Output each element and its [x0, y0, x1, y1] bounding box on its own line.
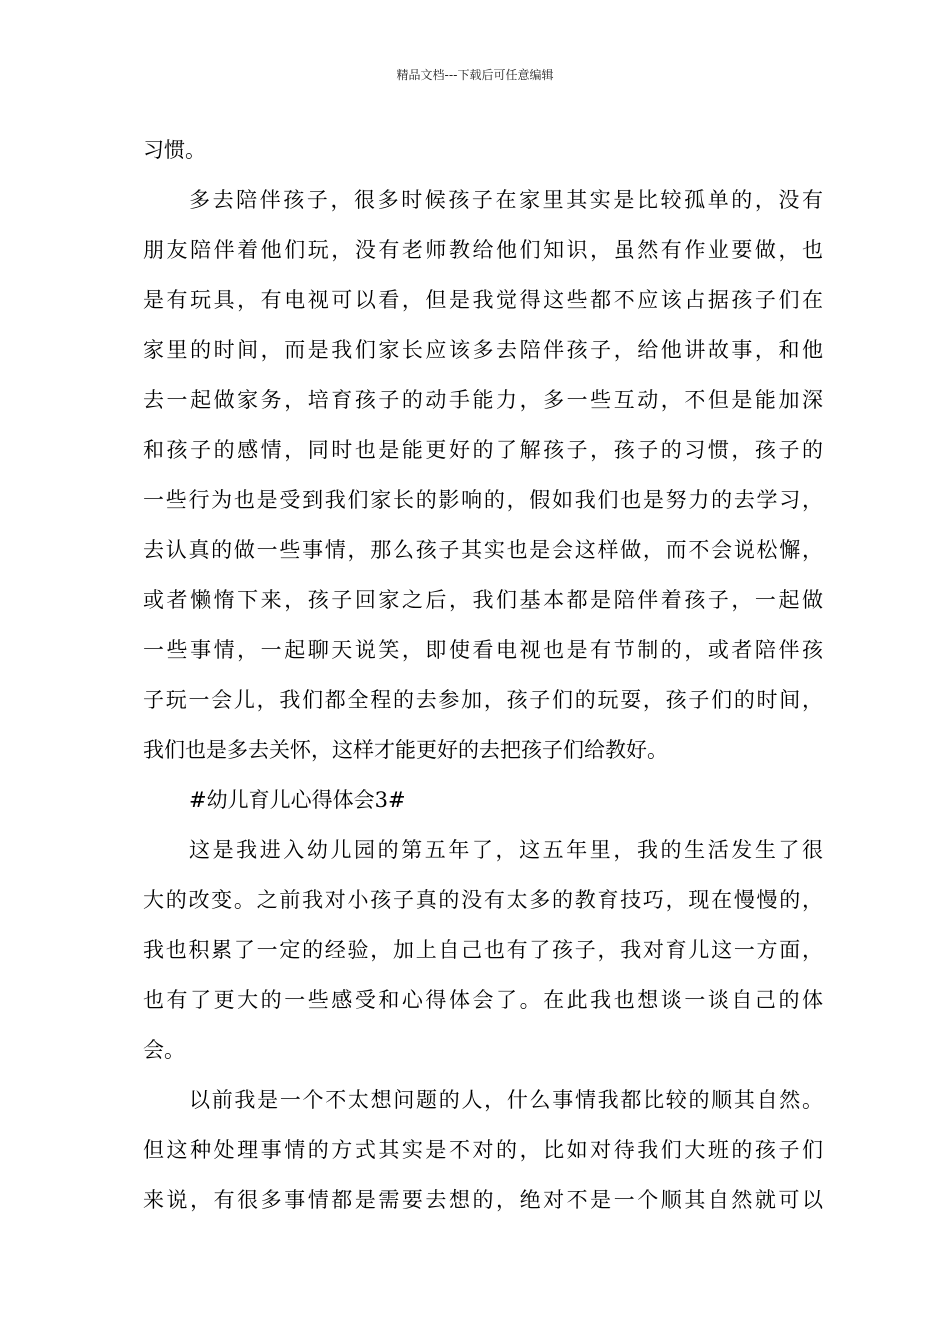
paragraph-line: 一些行为也是受到我们家长的影响的，假如我们也是努力的去学习，: [143, 488, 823, 512]
paragraph-line: 但这种处理事情的方式其实是不对的，比如对待我们大班的孩子们: [143, 1138, 823, 1162]
paragraph-line: 我们也是多去关怀，这样才能更好的去把孩子们给教好。: [143, 738, 668, 762]
paragraph-line: 也有了更大的一些感受和心得体会了。在此我也想谈一谈自己的体: [143, 988, 823, 1012]
paragraph-line: 是有玩具，有电视可以看，但是我觉得这些都不应该占据孩子们在: [143, 288, 823, 312]
paragraph-line: 或者懒惰下来，孩子回家之后，我们基本都是陪伴着孩子，一起做: [143, 588, 823, 612]
paragraph-line: 去认真的做一些事情，那么孩子其实也是会这样做，而不会说松懈，: [143, 538, 823, 562]
paragraph-line: 这是我进入幼儿园的第五年了，这五年里，我的生活发生了很: [189, 838, 823, 862]
paragraph-line: 大的改变。之前我对小孩子真的没有太多的教育技巧，现在慢慢的，: [143, 888, 823, 912]
paragraph-line: 子玩一会儿，我们都全程的去参加，孩子们的玩耍，孩子们的时间，: [143, 688, 823, 712]
paragraph-line: 来说，有很多事情都是需要去想的，绝对不是一个顺其自然就可以: [143, 1188, 823, 1212]
paragraph-line: 一些事情，一起聊天说笑，即使看电视也是有节制的，或者陪伴孩: [143, 638, 823, 662]
paragraph-line: 多去陪伴孩子，很多时候孩子在家里其实是比较孤单的，没有: [189, 188, 823, 212]
paragraph-line: 习惯。: [143, 138, 206, 162]
paragraph-line: 会。: [143, 1038, 185, 1062]
paragraph-line: 以前我是一个不太想问题的人，什么事情我都比较的顺其自然。: [189, 1088, 823, 1112]
paragraph-line: 去一起做家务，培育孩子的动手能力，多一些互动，不但是能加深: [143, 388, 823, 412]
section-heading: #幼儿育儿心得体会3#: [189, 788, 406, 812]
document-body: [143, 132, 823, 1232]
paragraph-line: 朋友陪伴着他们玩，没有老师教给他们知识，虽然有作业要做，也: [143, 238, 823, 262]
paragraph-line: 我也积累了一定的经验，加上自己也有了孩子，我对育儿这一方面，: [143, 938, 823, 962]
paragraph-line: 和孩子的感情，同时也是能更好的了解孩子，孩子的习惯，孩子的: [143, 438, 823, 462]
paragraph-line: 家里的时间，而是我们家长应该多去陪伴孩子，给他讲故事，和他: [143, 338, 823, 362]
page-header: 精品文档---下载后可任意编辑: [396, 68, 554, 82]
